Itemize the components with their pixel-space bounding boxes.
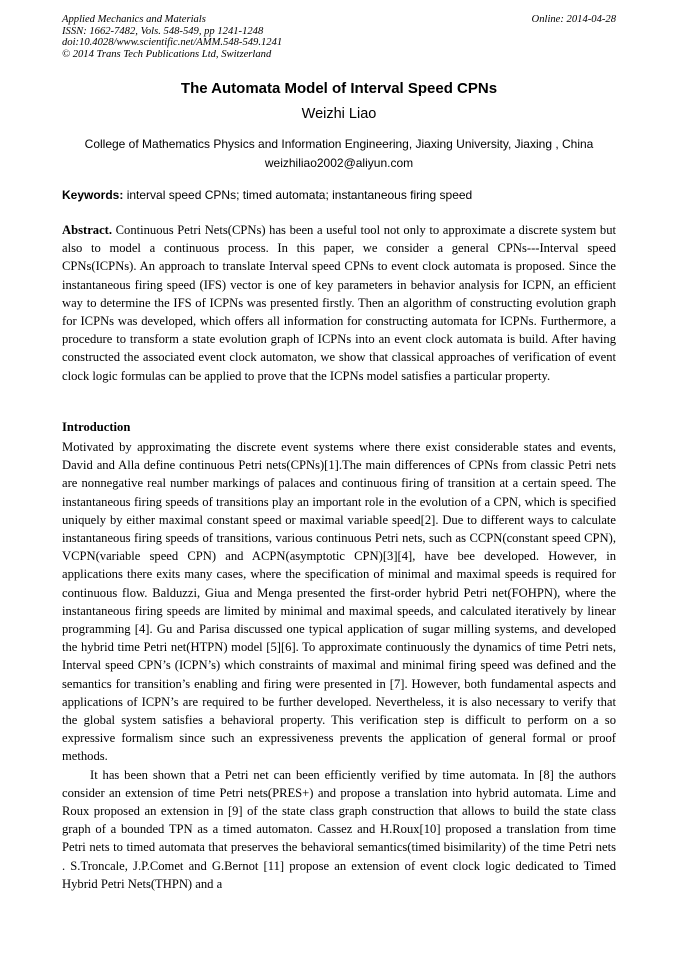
abstract-label: Abstract. <box>62 223 113 237</box>
introduction-paragraph-2: It has been shown that a Petri net can been efficiently verified by time automata. In [8] the authors consider an extension of time Petri nets(PRES+) and propose a translation into hybrid automata. Lime and Roux proposed an extension in [9] of the state class graph construction that allows to build the state class graph of a bounded TPN as a timed automaton. Cassez and H.Roux[10] proposed a translation from time Petri nets to timed automata that preserves the behavioral semantics(timed bisimilarity) of the time Petri nets . S.Troncale, J.P.Comet and G.Bernot [11] propose an extension of event clock logic dedicated to Timed Hybrid Petri Nets(THPN) and a <box>62 767 616 891</box>
keywords-text: interval speed CPNs; timed automata; instantaneous firing speed <box>123 188 473 202</box>
issn-line: ISSN: 1662-7482, Vols. 548-549, pp 1241-1248 <box>62 25 264 37</box>
introduction-paragraph-1: Motivated by approximating the discrete event systems where there exist considerable states and events, David and Alla define continuous Petri nets(CPNs)[1].The main differences of CPNs from classic Petri nets are nonnegative real number markings of palaces and continuous firing of transition at a certain speed. The instantaneous firing speeds of transitions play an important role in the evolution of a CPN, which is specified uniquely by either maximal constant speed or maximal variable speed[2]. Due to different ways to calculate instantaneous firing speeds of transitions, various continuous Petri nets, such as CCPN(constant speed CPN), VCPN(variable speed CPN) and ACPN(asymptotic CPN)[3][4], have bee developed. However, in applications there exits many cases, where the specification of minimal and maximal speeds is required for continuous flow. Balduzzi, Giua and Menga presented the first-order hybrid Petri net(FOHPN), where the instantaneous firing speeds are limited by minimal and maximal speeds, and calculated iteratively by linear programming [4]. Gu and Parisa discussed one typical application of sugar milling systems, and developed the hybrid time Petri net(HTPN) model [5][6]. To approximate continuously the dynamics of time Petri nets, Interval speed CPN’s (ICPN’s) which constraints of maximal and minimal firing speed was defined and the semantics for transition’s enabling and firing were presented in [7]. However, both fundamental aspects and applications of ICPN’s are required to be further developed. Nevertheless, it is also necessary to verify that the global system satisfies a behavioral property. This verification step is difficult to perform on a so expressive formalism since such an expressiveness prevents the application of general formal or proof methods. <box>62 440 616 764</box>
keywords <box>62 188 622 202</box>
author-email: weizhiliao2002@aliyun.com <box>264 156 414 170</box>
abstract <box>62 221 616 385</box>
online-date: Online: 2014-04-28 <box>531 14 616 25</box>
affiliation: College of Mathematics Physics and Information Engineering, Jiaxing University, Jiaxing , China <box>84 137 594 151</box>
keywords-label: Keywords: <box>62 188 124 202</box>
abstract-text: Continuous Petri Nets(CPNs) has been a useful tool not only to approximate a discrete system but also to model a continuous process. In this paper, we consider a general CPNs---Interval speed CPNs(ICPNs). An approach to translate Interval speed CPNs to event clock automata is proposed. Since the instantaneous firing speed (IFS) vector is one of key parameters in behavior analysis for ICPN, an efficient way to determine the IFS of ICPNs was presented firstly. Then an algorithm of constructing evolution graph for ICPNs was developed, which offers all information for constructing automata for ICPNs. Furthermore, a procedure to transform a state evolution graph of ICPNs into an event clock automata is build. After having constructed the associated event clock automaton, we show that classical approaches of verification of event clock logic formulas can be applied to prove that the ICPNs model satisfies a particular property. <box>62 223 616 383</box>
author-name: Weizhi Liao <box>301 106 377 122</box>
copyright-line: © 2014 Trans Tech Publications Ltd, Switzerland <box>62 48 272 60</box>
introduction-body <box>62 438 616 893</box>
affiliation-block <box>40 135 638 173</box>
journal-name: Applied Mechanics and Materials <box>62 14 206 25</box>
doi-line: doi:10.4028/www.scientific.net/AMM.548-549.1241 <box>62 37 283 48</box>
paper-title: The Automata Model of Interval Speed CPNs <box>180 80 498 97</box>
introduction-heading: Introduction <box>62 420 131 434</box>
